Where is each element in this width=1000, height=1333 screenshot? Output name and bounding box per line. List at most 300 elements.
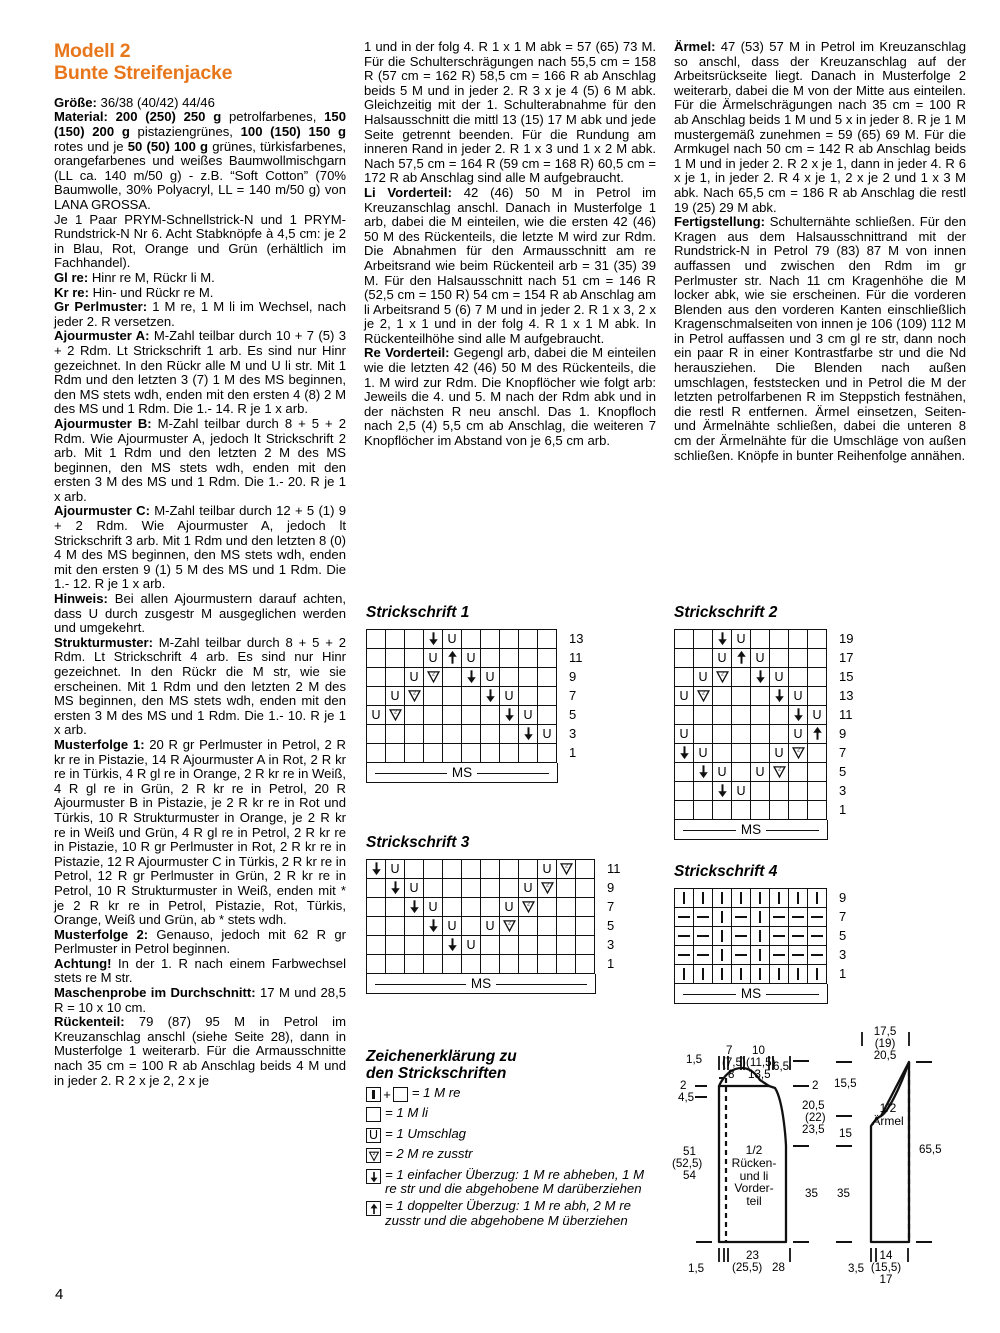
chart-cell bbox=[751, 725, 770, 744]
chart-cell bbox=[386, 630, 405, 649]
page-title bbox=[54, 40, 346, 85]
paragraph-label: Re Vorderteil: bbox=[364, 345, 450, 361]
chart-cell bbox=[713, 889, 732, 908]
chart-cell bbox=[770, 763, 789, 782]
row-number: 11 bbox=[569, 650, 583, 665]
chart-row bbox=[675, 649, 827, 668]
k2tog-symbol bbox=[405, 687, 423, 705]
chart-cell bbox=[443, 725, 462, 744]
chart-cell bbox=[481, 744, 500, 763]
row-number: 9 bbox=[839, 726, 847, 741]
sleeve-top-17-5: 17,5 bbox=[873, 1025, 897, 1038]
chart-cell bbox=[367, 898, 386, 917]
chart-cell bbox=[675, 744, 694, 763]
paragraph: Gl re: Hinr re M, Rückr li M. bbox=[54, 269, 215, 285]
purl-symbol bbox=[770, 946, 788, 964]
body-bottom-28: 28 bbox=[772, 1261, 785, 1274]
chart-row bbox=[675, 763, 827, 782]
legend-text: = 1 einfacher Überzug: 1 M re abheben, 1 M re str und die abgehobene M darüberziehen bbox=[385, 1166, 645, 1197]
chart-cell bbox=[732, 744, 751, 763]
chart-grid bbox=[366, 859, 595, 974]
purl-symbol bbox=[789, 927, 807, 945]
sleeve-bottom-15-5: (15,5) bbox=[870, 1261, 902, 1274]
chart-cell bbox=[462, 936, 481, 955]
chart-grid bbox=[674, 629, 827, 820]
chart-cell bbox=[443, 936, 462, 955]
chart-cell bbox=[367, 744, 386, 763]
paragraph: Je 1 Paar PRYM-Schnellstrick-N und 1 PRYM-Rundstrick-N Nr 6. Acht Stabknöpfe à 4,5 cm: je 2 in Blau, Rot, Orange und Grün (erhältlich im Fachhandel). bbox=[54, 211, 346, 271]
chart-cell bbox=[538, 744, 557, 763]
single-decrease-symbol bbox=[713, 782, 731, 800]
chart-cell bbox=[462, 898, 481, 917]
chart-cell bbox=[694, 782, 713, 801]
paragraph: Ajourmuster C: M-Zahl teilbar durch 12 + 5 (1) 9 + 2 Rdm. Wie Ajourmuster A, jedoch lt Strickschrift 3 arb. Mit 1 Rdm und den letzten 8 (0) 4 M des MS beginnen, den MS stets wdh, enden mit den ersten 9 (1) 5 M des MS und 1 Rdm. Die 1.- 12. R je 1 x arb. bbox=[54, 503, 346, 592]
purl-symbol bbox=[694, 908, 712, 926]
double-decrease-symbol bbox=[808, 725, 826, 743]
chart-grid-container bbox=[674, 888, 828, 1004]
paragraph-label: Musterfolge 2: bbox=[54, 926, 149, 942]
chart-cell bbox=[538, 706, 557, 725]
chart-cell bbox=[675, 927, 694, 946]
paragraph-label: Material: bbox=[54, 109, 108, 125]
body-right-2: 2 bbox=[812, 1079, 819, 1092]
chart-row-numbers bbox=[607, 859, 637, 973]
chart-cell bbox=[808, 744, 827, 763]
chart-cell bbox=[713, 668, 732, 687]
chart-cell bbox=[557, 917, 576, 936]
chart-cell bbox=[424, 668, 443, 687]
chart-cell bbox=[751, 630, 770, 649]
body-right-22: (22) bbox=[805, 1111, 826, 1124]
chart-cell bbox=[808, 965, 827, 984]
chart-row bbox=[675, 801, 827, 820]
chart-cell bbox=[367, 860, 386, 879]
column-3-text bbox=[674, 40, 966, 463]
chart-row bbox=[675, 782, 827, 801]
chart-cell bbox=[808, 706, 827, 725]
chart-cell bbox=[519, 917, 538, 936]
plus-sign: + bbox=[383, 1086, 391, 1102]
chart-cell bbox=[713, 687, 732, 706]
chart-strickschrift-3 bbox=[366, 834, 637, 994]
chart-cell bbox=[462, 630, 481, 649]
chart-cell bbox=[424, 879, 443, 898]
chart-cell bbox=[424, 917, 443, 936]
sleeve-top-19: (19) bbox=[874, 1037, 896, 1050]
chart-row bbox=[367, 879, 595, 898]
chart-cell bbox=[367, 706, 386, 725]
chart-cell bbox=[538, 860, 557, 879]
chart-cell bbox=[732, 668, 751, 687]
chart-cell bbox=[405, 879, 424, 898]
chart-cell bbox=[808, 687, 827, 706]
single-decrease-symbol bbox=[500, 706, 518, 724]
chart-cell bbox=[405, 687, 424, 706]
chart-cell bbox=[500, 668, 519, 687]
ms-label: MS bbox=[736, 822, 766, 837]
knit-symbol bbox=[713, 908, 731, 926]
purl-symbol bbox=[770, 908, 788, 926]
paragraph: Fertigstellung: Schulternähte schließen. Für den Kragen aus dem Halsausschnittrand mit der Rundstrick-N in Petrol 79 (83) 87 M von innen auffassen und zwischen den Rdm im gr Perlmuster str. Nach 11 cm Kragenhöhe die M locker abk, wie sie erscheinen. Für die vorderen Blenden aus den vorderen Kanten einschließlich Kragenschmalseiten von innen je 106 (109) 112 M in Petrol auffassen und 3 cm gl re str, dann noch ein paar R in einer Kontrastfarbe str und die Nd herausziehen. Die Blenden nach außen umschlagen, feststecken und in Petrol die M der letzten petrolfarbenen R im Steppstich festnähen, die restl R entfernen. Ärmel einsetzen, Seiten- und Ärmelnähte schließen, dabei die unteren 8 cm der Ärmelnähte für die Umschläge von außen schließen. Knöpfe in bunter Reihenfolge annähen. bbox=[674, 214, 966, 463]
chart-cell bbox=[443, 630, 462, 649]
chart-cell bbox=[424, 630, 443, 649]
chart-cell bbox=[675, 630, 694, 649]
purl-symbol bbox=[732, 927, 750, 945]
legend-item bbox=[366, 1127, 656, 1145]
chart-row bbox=[675, 744, 827, 763]
chart-row-numbers bbox=[839, 629, 869, 819]
chart-cell bbox=[789, 630, 808, 649]
chart-cell bbox=[538, 936, 557, 955]
knit-symbol bbox=[675, 965, 693, 983]
chart-row bbox=[367, 725, 557, 744]
purl-symbol bbox=[694, 927, 712, 945]
ms-label: MS bbox=[736, 986, 766, 1001]
chart-cell bbox=[424, 898, 443, 917]
chart-cell bbox=[675, 908, 694, 927]
body-right-20-5: 20,5 bbox=[802, 1099, 825, 1112]
chart-cell bbox=[367, 687, 386, 706]
chart-cell bbox=[770, 801, 789, 820]
double-decrease-symbol bbox=[732, 649, 750, 667]
body-top-6-5: 6,5 bbox=[773, 1060, 790, 1073]
knit-symbol bbox=[732, 965, 750, 983]
symbol-box bbox=[366, 1148, 381, 1163]
svg-text:2: 2 bbox=[393, 709, 397, 716]
chart-cell bbox=[770, 946, 789, 965]
single-decrease-symbol bbox=[424, 630, 442, 648]
yarnover-symbol: U bbox=[523, 707, 533, 722]
purl-symbol bbox=[808, 946, 826, 964]
chart-cell bbox=[443, 706, 462, 725]
yarnover-symbol: U bbox=[409, 669, 419, 684]
svg-text:2: 2 bbox=[701, 690, 705, 697]
chart-cell bbox=[405, 706, 424, 725]
chart-cell bbox=[519, 955, 538, 974]
chart-row-numbers bbox=[839, 888, 869, 983]
chart-cell bbox=[808, 889, 827, 908]
sleeve-left-15: 15 bbox=[839, 1127, 852, 1140]
chart-cell bbox=[675, 782, 694, 801]
chart-cell bbox=[519, 898, 538, 917]
paragraph: Ärmel: 47 (53) 57 M in Petrol im Kreuzanschlag so anschl, dass der Kreuzanschlag auf der Arbeitsrückseite liegt. Danach in Musterfolge 2 weiterarb, dabei die M von der Mitte aus einteilen. Für die Ärmelschrägungen nach 35 cm = 100 R ab Anschlag beids 1 M und 5 x in jeder 8. R je 1 M mustergemäß zunehmen = 59 (65) 69 M. Für die Armkugel nach 50 cm = 142 R ab Anschlag beids 1 M und in jeder 2. R 2 x je 1, dann in jeder 4. R 6 x je 1, in jeder 2. R 4 x je 1, 2 x je 2 und 1 x 3 M abk. Nach 65,5 cm = 186 R ab Anschlag die restl 19 (25) 29 M abk. bbox=[674, 39, 966, 215]
chart-cell bbox=[713, 763, 732, 782]
ms-label: MS bbox=[447, 765, 477, 780]
chart-cell bbox=[538, 917, 557, 936]
paragraph-label: Gr Perlmuster: bbox=[54, 299, 148, 315]
chart-cell bbox=[367, 879, 386, 898]
chart-cell bbox=[732, 706, 751, 725]
chart-cell bbox=[675, 965, 694, 984]
legend-symbols bbox=[366, 1199, 381, 1217]
chart-cell bbox=[443, 687, 462, 706]
yarnover-symbol: U bbox=[717, 650, 727, 665]
paragraph: Li Vorderteil: 42 (46) 50 M in Petrol im Kreuzanschlag anschl. Danach in Musterfolge 1 arb, dabei die M einteilen, wie die ersten 42 (46) 50 M des Rückenteils, die letzte M wird zur Rdm. Die Abnahmen für den Armausschnitt am re Arbeitsrand wie beim Rückenteil arb = 31 (35) 39 M. Für den Halsausschnitt nach 51 cm = 146 R (52,5 cm = 150 R) 54 cm = 154 R ab Anschlag am li Arbeitsrand 5 (6) 7 M und in jeder 2. R 1 x 3, 2 x je 2, 1 x 1 und in der folg 4. R 1 x 1 M abk. In Rückenteilhöhe sind alle M aufgebraucht. bbox=[364, 184, 656, 346]
chart-cell bbox=[789, 782, 808, 801]
symbol-box bbox=[366, 1087, 381, 1102]
column-1 bbox=[54, 40, 346, 1088]
chart-cell bbox=[481, 879, 500, 898]
chart-strickschrift-1 bbox=[366, 604, 599, 783]
chart-cell bbox=[789, 965, 808, 984]
chart-cell bbox=[808, 725, 827, 744]
chart-cell bbox=[789, 687, 808, 706]
chart-cell bbox=[500, 955, 519, 974]
chart-cell bbox=[367, 725, 386, 744]
chart-cell bbox=[443, 649, 462, 668]
chart-cell bbox=[462, 744, 481, 763]
sleeve-top-20-5: 20,5 bbox=[873, 1049, 897, 1062]
chart-row bbox=[675, 706, 827, 725]
single-decrease-symbol bbox=[519, 725, 537, 743]
yarnover-symbol: U bbox=[466, 937, 476, 952]
paragraph-label: Musterfolge 1: bbox=[54, 736, 145, 752]
chart-cell bbox=[500, 879, 519, 898]
column-1-text bbox=[54, 96, 346, 1088]
chart-cell bbox=[500, 744, 519, 763]
chart-grid-container bbox=[366, 629, 558, 783]
chart-cell bbox=[694, 630, 713, 649]
chart-cell bbox=[732, 763, 751, 782]
chart-cell bbox=[751, 965, 770, 984]
knit-symbol bbox=[713, 889, 731, 907]
chart-cell bbox=[770, 889, 789, 908]
chart-cell bbox=[443, 955, 462, 974]
row-number: 7 bbox=[839, 745, 847, 760]
chart-grid bbox=[366, 629, 557, 763]
chart-row bbox=[675, 908, 827, 927]
legend-text: = 2 M re zusstr bbox=[385, 1146, 473, 1162]
body-top-8: 8 bbox=[728, 1068, 735, 1081]
row-number: 3 bbox=[839, 947, 847, 962]
chart-cell bbox=[500, 630, 519, 649]
yarnover-symbol: U bbox=[755, 650, 765, 665]
chart-cell bbox=[538, 687, 557, 706]
yarnover-symbol: U bbox=[679, 726, 689, 741]
purl-symbol bbox=[808, 908, 826, 926]
chart-title: Strickschrift 4 bbox=[674, 863, 778, 880]
row-number: 7 bbox=[607, 899, 615, 914]
chart-cell bbox=[675, 649, 694, 668]
chart-cell bbox=[751, 649, 770, 668]
chart-cell bbox=[443, 898, 462, 917]
body-top-10: 10 bbox=[752, 1044, 765, 1057]
row-number: 1 bbox=[839, 966, 847, 981]
chart-cell bbox=[500, 687, 519, 706]
chart-cell bbox=[519, 744, 538, 763]
chart-row bbox=[675, 946, 827, 965]
chart-cell bbox=[694, 801, 713, 820]
chart-cell bbox=[675, 725, 694, 744]
chart-cell bbox=[538, 630, 557, 649]
chart-cell bbox=[732, 649, 751, 668]
yarnover-symbol: U bbox=[793, 726, 803, 741]
knit-symbol bbox=[770, 889, 788, 907]
chart-cell bbox=[443, 744, 462, 763]
page-number: 4 bbox=[55, 1286, 64, 1303]
chart-cell bbox=[386, 668, 405, 687]
chart-cell bbox=[538, 955, 557, 974]
k2tog-symbol bbox=[694, 687, 712, 705]
row-number: 17 bbox=[839, 650, 854, 665]
chart-cell bbox=[675, 946, 694, 965]
k2tog-symbol bbox=[500, 917, 518, 935]
purl-symbol bbox=[789, 908, 807, 926]
chart-cell bbox=[789, 908, 808, 927]
chart-cell bbox=[751, 801, 770, 820]
yarnover-symbol: U bbox=[542, 861, 552, 876]
knit-symbol bbox=[808, 889, 826, 907]
legend-symbols bbox=[366, 1106, 381, 1124]
knit-symbol bbox=[808, 965, 826, 983]
chart-cell bbox=[789, 801, 808, 820]
chart-cell bbox=[732, 889, 751, 908]
chart-cell bbox=[500, 936, 519, 955]
chart-cell bbox=[538, 649, 557, 668]
chart-cell bbox=[770, 706, 789, 725]
chart-cell bbox=[481, 860, 500, 879]
legend-heading: Zeichenerklärung zu den Strickschriften bbox=[366, 1048, 517, 1083]
ms-repeat-bar bbox=[674, 984, 828, 1004]
chart-cell bbox=[557, 860, 576, 879]
sleeve-bottom-14: 14 bbox=[879, 1249, 893, 1262]
chart-row bbox=[367, 649, 557, 668]
chart-cell bbox=[462, 668, 481, 687]
chart-cell bbox=[694, 946, 713, 965]
chart-cell bbox=[481, 917, 500, 936]
single-decrease-symbol bbox=[405, 898, 423, 916]
yarnover-symbol: U bbox=[542, 726, 552, 741]
yarnover-symbol: U bbox=[428, 899, 438, 914]
row-number: 1 bbox=[607, 956, 615, 971]
row-number: 3 bbox=[569, 726, 577, 741]
chart-cell bbox=[713, 630, 732, 649]
chart-cell bbox=[462, 687, 481, 706]
legend-text: = 1 M re bbox=[411, 1084, 461, 1100]
chart-cell bbox=[405, 630, 424, 649]
chart-title: Strickschrift 2 bbox=[674, 604, 778, 621]
ms-repeat-bar bbox=[366, 763, 558, 783]
chart-row bbox=[367, 898, 595, 917]
paragraph: Material: 200 (250) 250 g petrolfarbenes, 150 (150) 200 g pistaziengrünes, 100 (150) 150 g rotes und je 50 (50) 100 g grünes, türkisfarbenes, orangefarbenes und weißes Baumwollmischgarn (LL ca. 140 m/50 g) - z.B. “Soft Cotton” (70% Baumwolle, 30% Polyacryl, LL = 140 m/50 g) von LANA GROSSA. bbox=[54, 109, 347, 212]
sleeve-bottom-3-5: 3,5 bbox=[848, 1262, 865, 1275]
chart-grid bbox=[674, 888, 827, 984]
yarnover-symbol: U bbox=[717, 764, 727, 779]
chart-row bbox=[367, 955, 595, 974]
legend-item bbox=[366, 1086, 656, 1104]
chart-cell bbox=[675, 763, 694, 782]
chart-cell bbox=[367, 917, 386, 936]
sleeve-outline bbox=[871, 1062, 909, 1242]
body-left-4-5: 4,5 bbox=[678, 1091, 695, 1104]
chart-cell bbox=[751, 927, 770, 946]
purl-symbol bbox=[789, 946, 807, 964]
chart-grid-container bbox=[366, 859, 596, 994]
row-number: 3 bbox=[839, 783, 847, 798]
chart-row bbox=[675, 889, 827, 908]
yarnover-symbol: U bbox=[679, 688, 689, 703]
knit-symbol bbox=[751, 946, 769, 964]
chart-cell bbox=[789, 763, 808, 782]
single-decrease-symbol bbox=[694, 763, 712, 781]
chart-cell bbox=[675, 668, 694, 687]
chart-cell bbox=[808, 649, 827, 668]
yarnover-symbol: U bbox=[409, 880, 419, 895]
yarnover-symbol: U bbox=[428, 650, 438, 665]
yarnover-symbol: U bbox=[447, 631, 457, 646]
chart-cell bbox=[405, 898, 424, 917]
chart-row bbox=[675, 687, 827, 706]
chart-cell bbox=[557, 879, 576, 898]
chart-cell bbox=[751, 763, 770, 782]
symbol-box bbox=[366, 1107, 381, 1122]
svg-text:2: 2 bbox=[777, 766, 781, 773]
chart-row bbox=[367, 917, 595, 936]
chart-cell bbox=[732, 927, 751, 946]
chart-cell bbox=[386, 917, 405, 936]
k2tog-symbol bbox=[519, 898, 537, 916]
body-bottom-25-5: (25,5) bbox=[732, 1261, 763, 1274]
legend-item bbox=[366, 1199, 656, 1228]
paragraph-label: Hinweis: bbox=[54, 591, 108, 607]
chart-cell bbox=[789, 927, 808, 946]
k2tog-symbol bbox=[557, 860, 575, 878]
chart-cell bbox=[713, 908, 732, 927]
chart-row bbox=[367, 706, 557, 725]
single-decrease-symbol bbox=[367, 860, 385, 878]
row-number: 9 bbox=[569, 669, 577, 684]
chart-cell bbox=[789, 725, 808, 744]
chart-cell bbox=[367, 668, 386, 687]
chart-cell bbox=[694, 965, 713, 984]
knit-symbol bbox=[770, 965, 788, 983]
chart-cell bbox=[519, 668, 538, 687]
chart-cell bbox=[789, 744, 808, 763]
chart-cell bbox=[386, 649, 405, 668]
legend-symbols bbox=[366, 1127, 381, 1145]
body-top-7-5: (7,5) bbox=[722, 1056, 746, 1069]
body-top-13-5: 13,5 bbox=[748, 1068, 771, 1081]
svg-text:2: 2 bbox=[796, 747, 800, 754]
chart-cell bbox=[386, 879, 405, 898]
knit-symbol bbox=[751, 908, 769, 926]
yarnover-symbol: U bbox=[698, 745, 708, 760]
paragraph-label: Ajourmuster B: bbox=[54, 415, 152, 431]
chart-cell bbox=[770, 668, 789, 687]
yarnover-symbol: U bbox=[736, 783, 746, 798]
sleeve-right-65-5: 65,5 bbox=[919, 1143, 942, 1156]
row-number: 15 bbox=[839, 669, 854, 684]
paragraph: Musterfolge 2: Genauso, jedoch mit 62 R gr Perlmuster in Petrol beginnen. bbox=[54, 926, 347, 957]
body-left-54: 54 bbox=[683, 1169, 696, 1182]
chart-cell bbox=[481, 898, 500, 917]
chart-cell bbox=[538, 725, 557, 744]
chart-cell bbox=[732, 687, 751, 706]
ms-repeat-bar bbox=[674, 820, 828, 840]
chart-cell bbox=[424, 649, 443, 668]
symbol-box bbox=[366, 1128, 381, 1143]
chart-cell bbox=[713, 706, 732, 725]
row-number: 9 bbox=[607, 880, 615, 895]
chart-cell bbox=[443, 917, 462, 936]
chart-cell bbox=[481, 936, 500, 955]
chart-cell bbox=[519, 630, 538, 649]
paragraph-label: Ajourmuster A: bbox=[54, 328, 150, 344]
chart-cell bbox=[732, 946, 751, 965]
sleeve-piece-label: 1/2 Ärmel bbox=[872, 1101, 904, 1128]
row-number: 11 bbox=[607, 861, 621, 876]
chart-cell bbox=[751, 782, 770, 801]
